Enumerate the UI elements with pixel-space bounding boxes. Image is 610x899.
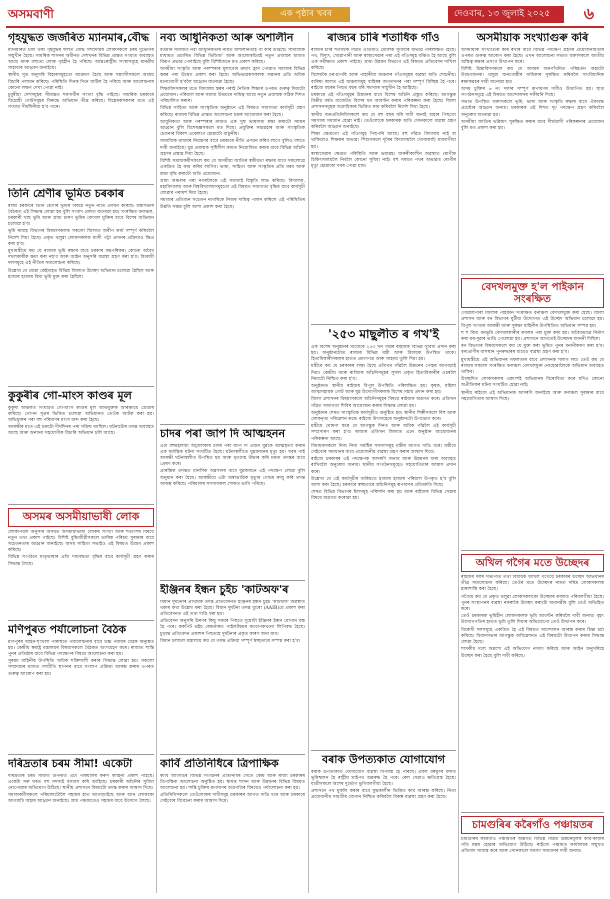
story-body: বিমান দুৰ্ঘটনাৰ প্ৰাথমিক তদন্ত প্ৰতিবেদনত ইঞ্জিনৰ ইন্ধন চুইচ 'কাটঅফ' অৱস্থাত থকাৰ কথা উল্লেখ কৰা হৈছে। বিমান দুৰ্ঘটনা তদন্ত ব্যুৰো (AAIB)য়ে প্ৰকাশ কৰা প্ৰতিবেদনত এই তথ্য দাঙি ধৰা হয়। প্ৰতিবেদন অনুসৰি উৰণৰ কিছু সময়ৰ পিছতে দুয়োটা ইঞ্জিনৰ ইন্ধন যোগান বন্ধ হৈ পৰে। ককপিট ভইচ ৰেকৰ্ডাৰত পাইলটদ্বয়ৰ কথোপকথনো লিপিবদ্ধ হৈছে। চুড়ান্ত প্ৰতিবেদন প্ৰকাশৰ পিছতহে দুৰ্ঘটনাৰ প্ৰকৃত কাৰণ জনা যাব। বিমান চলাচল মন্ত্ৰালয়ে কয় যে তদন্ত প্ৰক্ৰিয়া সম্পূৰ্ণ স্বচ্ছতাৰে সম্পন্ন কৰা হ'ব। [160,599,305,644]
story-suicide[interactable] [160,428,305,578]
story-barak[interactable] [311,754,456,893]
divider [8,504,154,505]
column-divider [156,32,157,893]
story-body: মণিপুৰৰ আইন-শৃংখলা পৰিস্থিতি পৰ্যালোচনাৰ বাবে উচ্চ পৰ্যায়ৰ বৈঠক অনুষ্ঠিত হয়। কেন্দ্ৰীয় স্বৰাষ্ট্ৰ মন্ত্ৰালয়ৰ বিষয়াসকলে বৈঠকত অংশগ্ৰহণ কৰে। ৰাজ্যত শান্তি পুনৰ প্ৰতিষ্ঠাৰ বাবে বিভিন্ন পদক্ষেপৰ বিষয়ে আলোচনা কৰা হয়। সুৰক্ষা বাহিনীৰ উপস্থিতি অধিক শক্তিশালী কৰাৰ সিদ্ধান্ত লোৱা হয়। সকলো সম্প্ৰদায়ৰ মাজত সম্প্ৰীতি স্থাপনৰ বাবে সংলাপ প্ৰক্ৰিয়া আৰম্ভ কৰাৰ ওপৰত গুৰুত্ব আৰোপ কৰা হয়। [8,639,154,677]
headline: গৃহযুদ্ধত জৰ্জৰিত ম্যানমাৰ,বৌদ্ধ [8,32,150,44]
column-2 [160,32,305,893]
story-paikan[interactable] [461,278,604,548]
story-body: কাৰ্বি আংলঙৰ বিভিন্ন সংগঠনৰ প্ৰতিনিধিৰ সৈতে কেন্দ্ৰ আৰু ৰাজ্য চৰকাৰৰ ত্ৰিপাক্ষিক আলোচনা অনুষ্ঠিত হয়। স্বায়ত্ত শাসন আৰু উন্নয়নৰ বিভিন্ন বিষয়ত আলোচনা হয়। শান্তি চুক্তিৰ ৰূপায়ণৰ অগ্ৰগতিৰ বিষয়েও পৰ্যালোচনা কৰা হয়। প্ৰতিনিধিসকলে তেওঁলোকৰ দাবীসমূহ চৰকাৰৰ আগত দাঙি ধৰে আৰু চৰকাৰে সেইবোৰ বিবেচনা কৰাৰ আশ্বাস দিয়ে। [160,773,305,805]
divider [8,620,154,621]
headline: অখিল গগৈৰ মতে উচ্ছেদৰ [475,557,590,569]
headline-box [461,816,604,834]
headline: ইঞ্জিনৰ ইন্ধন চুইচ 'কাটঅফ'ৰ [160,584,289,596]
story-253[interactable] [311,328,456,748]
divider [8,386,154,387]
divider [461,812,604,813]
story-body: বৰ্তমান সমাজত নব্য আধুনিকতাৰ নামত অশালীনতাই গা কৰি উঠিছে। সামাজিক মাধ্যমত প্ৰচাৰিত বিভিন্ন ভিডিঅ' আৰু আলোকচিত্ৰই নতুন প্ৰজন্মৰ মাজত বিৰূপ প্ৰভাৱ পেলাইছে বুলি বিশিষ্টজনে মত প্ৰকাশ কৰিছে। অসমীয়া সংস্কৃতি আৰু পৰম্পৰাৰ মূল্যবোধ ক্ৰমাৎ হ্ৰাস পোৱাত সমাজৰ বিভিন্ন স্তৰৰ পৰা উদ্বেগ প্ৰকাশ কৰা হৈছে। অভিভাৱকসকলক সন্তানৰ প্ৰতি অধিক মনোযোগী হ'বলৈ আহ্বান জনোৱা হৈছে। শিক্ষাবিদসকলৰ মতে বিদ্যালয় স্তৰৰ পৰাই নৈতিক শিক্ষাৰ ওপৰত গুৰুত্ব দিয়াটো প্ৰয়োজন। পৰিয়াল আৰু সমাজ উভয়ৰে দায়িত্ব আছে নতুন প্ৰজন্মক সঠিক দিশত পৰিচালিত কৰাৰ। বিভিন্ন সাহিত্য আৰু সাংস্কৃতিক অনুষ্ঠানে এই বিষয়ত সজাগতা কাৰ্যসূচী গ্ৰহণ কৰিছে। ৰাজ্যৰ বিভিন্ন প্ৰান্তত আলোচনা চক্ৰৰ আয়োজন কৰা হৈছে। আধুনিকতা আৰু পৰম্পৰাৰ মাজত এক সুস্থ ভাৰসাম্য ৰক্ষা কৰাটো সময়ৰ আহ্বান বুলি বিশেষজ্ঞসকলে মত দিছে। প্ৰযুক্তিৰ সদ্ব্যৱহাৰ আৰু সাংস্কৃতিক চেতনাৰ বিকাশ একেলগে হোৱাটো বাঞ্ছনীয়। সামাজিক মাধ্যমৰ নিয়ন্ত্ৰণৰ বাবে চৰকাৰে নীতি প্ৰণয়ন কৰিব লাগে বুলিও বহুতে দাবী জনাইছে। যুৱ প্ৰজন্মক সৃষ্টিশীল কামত নিয়োজিত কৰাৰ বাবে বিভিন্ন আঁচনি গ্ৰহণৰ প্ৰস্তাৱ দিয়া হৈছে। বিশিষ্ট সমাজকৰ্মীসকলে কয় যে অসমীয়া জাতিৰ স্বকীয়তা ৰক্ষাৰ বাবে সকলোৱে একত্ৰিত হৈ কাম কৰিব লাগিব। ভাষা, সাহিত্য আৰু সংস্কৃতিৰ প্ৰতি মৰম আৰু শ্ৰদ্ধা বৃদ্ধি কৰাটো অতি প্ৰয়োজন। গ্ৰাম্য অঞ্চলৰ পৰা নগৰলৈকে এই সমস্যাই বিস্তৃতি লাভ কৰিছে। বিদ্যালয়, মহাবিদ্যালয় আৰু বিশ্ববিদ্যালয়সমূহতো এই বিষয়ত সজাগতা বৃদ্ধিৰ বাবে কাৰ্যসূচী লোৱাৰ পৰামৰ্শ দিয়া হৈছে। সমাজৰ প্ৰতিজন সচেতন নাগৰিকে নিজৰ দায়িত্ব পালন কৰিলে এই পৰিস্থিতিৰ উন্নতি সম্ভৱ বুলি আশা প্ৰকাশ কৰা হৈছে। [160,47,305,210]
story-karbi[interactable] [160,758,305,893]
story-assamese-speakers[interactable] [8,508,154,618]
divider [160,754,305,755]
headline-box [461,554,604,572]
headline: বেদখলমুক্ত হ'ল পাইকান সংৰক্ষিত [481,281,584,306]
logo-suffix: বাণী [32,7,54,21]
headline-box [461,278,604,308]
headline: নব্য আধুনিকতা আৰু অশালীন [160,32,294,44]
story-manipur[interactable] [8,624,154,752]
page-number: ৬ [574,4,604,24]
headline: দৰিদ্ৰতাৰ চৰম সীমা! একেটা [8,758,133,770]
story-land[interactable] [8,188,154,384]
story-body: লোকপিয়ল অনুসৰি অসমত অসমীয়াভাষী লোকৰ সংখ্যা আৰু শতাংশৰ বিষয়ে নতুন তথ্য প্ৰকাশ পাইছে। বিশিষ্ট বুদ্ধিজীৱীসকলে ভাষিক পৰিচয় সুৰক্ষাৰ বাবে সচেতনতাৰ আহ্বান জনাইছে। অসম সাহিত্য সভাইও এই বিষয়ত উদ্বেগ প্ৰকাশ কৰিছে। বিভিন্ন সংগঠনে মাতৃভাষাৰ প্ৰতি দায়বদ্ধতা বৃদ্ধিৰ বাবে কাৰ্যসূচী গ্ৰহণ কৰাৰ সিদ্ধান্ত লৈছে। [8,529,154,567]
headline: চাদৰ পৰা জাপ দি আত্মহনন [160,428,286,440]
logo-prefix: অসম [8,7,33,21]
header-rule [6,26,604,28]
divider [311,324,456,325]
story-body: ম্যানমাৰত চলি থকা গৃহযুদ্ধৰ ফলত বৌদ্ধ সম্প্ৰদায়ৰ লোকসকলে চৰম দুৰ্ভোগৰ সন্মুখীন হৈছে। সামৰিক শাসনৰ অধীনত দেশখনৰ বিভিন্ন প্ৰান্তত সংঘাত অব্যাহত আছে আৰু বহুতো লোক গৃহহীন হৈ পৰিছে। আন্তঃৰাষ্ট্ৰীয় সংস্থাসমূহে মানৱীয় সাহায্যৰ আহ্বান জনাইছে। স্থানীয় সূত্ৰ অনুসৰি বিহাৰসমূহতো আক্ৰমণ হৈছে আৰু সন্ন্যাসীসকলে আশ্ৰয় বিচাৰি পলায়ন কৰিছে। পৰিস্থিতি দিনক দিনে জটিল হৈ পৰিছে আৰু আলোচনাৰ কোনো লক্ষণ দেখা পোৱা নাই। চুবুৰীয়া দেশসমূহৰ সীমান্তত শৰণাৰ্থীৰ সংখ্যা বৃদ্ধি পাইছে। সামৰিক চৰকাৰে বিদ্ৰোহী গোটসমূহৰ বিৰুদ্ধে অভিযান তীব্ৰ কৰিছে। বিশ্লেষকসকলৰ মতে এই সংঘাত দীৰ্ঘদিনীয়া হ'ব পাৰে। [8,47,154,111]
story-body: কুকুৰী অঞ্চলত সংঘটিত গো-মাংস কাণ্ডৰ মূল অভিযুক্তক আৰক্ষীয়ে গ্ৰেপ্তাৰ কৰিছে। গোপন সূত্ৰৰ ভিত্তিত চলোৱা অভিযানত তেওঁক আটক কৰা হয়। অভিযুক্তৰ পৰা বহু পৰিমাণৰ মাংস জব্দ কৰা হৈছে। আৰক্ষীৰ মতে এই চক্ৰটো দীৰ্ঘদিনৰ পৰা সক্ৰিয় আছিল। ঘটনাটোৰ তদন্ত অব্যাহত আছে আৰু অন্যান্য সহযোগীক বিচাৰি অভিযান চলি আছে। [8,405,154,437]
headline: তিনি শ্ৰেণীৰ ভূমিত চৰকাৰ [8,188,124,200]
story-body: অসমীয়াক সংখ্যাগুৰু কৰি ৰখাৰ বাবে বিভিন্ন পদক্ষেপ গ্ৰহণৰ প্ৰয়োজনীয়তাৰ ওপৰত গুৰুত্ব আৰোপ কৰা হৈছে। এখন আলোচনা সভাত বক্তাসকলে জাতীয় অস্তিত্ব ৰক্ষাৰ প্ৰসংগ উত্থাপন কৰে। বিশিষ্ট চিন্তাবিদসকলে কয় যে অসমৰ জনগাঁথনিত পৰিৱৰ্তন অহাটো উদ্বেগজনক। থলুৱা জনগোষ্ঠীৰ অধিকাৰ সুৰক্ষিত কৰিবলৈ সাংবিধানিক ৰক্ষাকৱচৰ দাবী জনোৱা হয়। অসম চুক্তিৰ ৬ নং দফাৰ সম্পূৰ্ণ ৰূপায়ণৰ দাবীও উত্থাপিত হয়। ছাত্ৰ সংগঠনসমূহে এই বিষয়ত আন্দোলনৰ সকীয়নি দিছে। সভাত উপস্থিত বক্তাসকলে ভূমি, ভাষা আৰু সংস্কৃতি ৰক্ষাৰ বাবে ঐক্যবদ্ধ প্ৰচেষ্টাৰ আহ্বান জনায়। চৰকাৰক এই দিশত দৃঢ় পদক্ষেপ গ্ৰহণ কৰিবলৈ অনুৰোধ জনোৱা হয়। অসমীয়া জাতিৰ ভৱিষ্যৎ সুৰক্ষিত কৰাৰ বাবে দীৰ্ঘম্যাদী পৰিকল্পনাৰ প্ৰয়োজন বুলি মত প্ৰকাশ কৰা হয়। [461,47,604,132]
story-body: ৰাজ্যৰ চাৰি শতাধিক গাঁৱত এতিয়াও মৌলিক সুবিধাৰ অভাৱ পৰিলক্ষিত হৈছে। পথ, বিদ্যুৎ, খোৱাপানী আৰু স্বাস্থ্যসেৱাৰ পৰা এই গাঁওসমূহ বঞ্চিত হৈ আছে বুলি এক সমীক্ষাত প্ৰকাশ পাইছে। গ্ৰাম্য উন্নয়ন বিভাগে এই বিষয়ত প্ৰতিবেদন দাখিল কৰিছে। বিশেষকৈ চৰ-চাপৰি আৰু পাহাৰীয়া অঞ্চলৰ গাঁওসমূহৰ অৱস্থা অতি শোচনীয়। বাৰিষা কালত এই অঞ্চলসমূহ বাহিৰৰ জগতখনৰ পৰা সম্পূৰ্ণ বিচ্ছিন্ন হৈ পৰে। ৰাইজে বছৰৰ পিছত বছৰ ধৰি সমস্যাৰ সন্মুখীন হৈ আহিছে। চৰকাৰে এই গাঁওসমূহৰ উন্নয়নৰ বাবে বিশেষ আঁচনি প্ৰস্তুত কৰিছে। আগন্তুক বিত্তীয় বৰ্ষত বাজেটত বিশেষ ধন আবণ্টন কৰাৰ পৰিকল্পনা কৰা হৈছে। জিলা প্ৰশাসনসমূহক অগ্ৰাধিকাৰ ভিত্তিত কাম কৰিবলৈ নিৰ্দেশ দিয়া হৈছে। স্থানীয় জনপ্ৰতিনিধিসকলে কয় যে বহু বছৰ ধৰি দাবী জনাই অহাৰ পিছতো সমস্যাৰ সমাধান হোৱা নাই। তেওঁলোকে চৰকাৰক অতি সোনকালে ব্যৱস্থা গ্ৰহণ কৰিবলৈ আহ্বান জনাইছে। শিক্ষা ক্ষেত্ৰতো এই গাঁওসমূহ পিছপৰি আছে। বহু গাঁৱত বিদ্যালয় নাই বা থাকিলেও শিক্ষকৰ অভাৱ। শিশুসকলে দূৰৈৰ বিদ্যালয়লৈ খোজকাঢ়ি যাবলগীয়া হয়। স্বাস্থ্যসেৱাৰ ক্ষেত্ৰত পৰিস্থিতি আৰু ভয়াৱহ। জৰুৰীকালীন অৱস্থাত ৰোগীক চিকিৎসালয়লৈ নিবলৈ কোনো সুবিধা নাই। বহু সময়ত পথৰ অভাৱত ৰোগীৰ মৃত্যু হোৱাৰো খবৰ পোৱা যায়। [311,47,456,170]
column-divider [458,32,459,893]
story-myanmar[interactable] [8,32,154,182]
story-body: দৰিদ্ৰতাৰ চৰম সীমাত উপনীত এটা পৰিয়ালৰ কৰুণ কাহিনী প্ৰকাশ পাইছে। একেটা সৰু ঘৰত বহু সদস্যই বসবাস কৰি আহিছে। চৰকাৰী আঁচনিৰ সুবিধা নোপোৱাৰ অভিযোগ উঠিছে। স্থানীয় প্ৰশাসনে বিষয়টো তদন্ত কৰাৰ আশ্বাস দিছে। সমাজকৰ্মীসকলে পৰিয়ালটোলৈ সহায়ৰ হাত আগবঢ়াইছে আৰু আন লোককো আগবাঢ়ি অহাৰ আহ্বান জনাইছে। গ্ৰাম পঞ্চায়তেও সহায়ৰ বাবে উদ্যোগ লৈছে। [8,773,154,805]
story-akhil[interactable] [461,554,604,810]
story-poverty[interactable] [8,758,154,893]
story-body: এক বিশেষ অনুষ্ঠানৰ মাজেৰে ২৫৩ খন গাঁৱৰ ৰাইজক বিভিন্ন সুবিধা প্ৰদান কৰা হয়। অনুষ্ঠানটোত ৰাজ্যৰ বিভিন্ন মন্ত্ৰী আৰু বিধায়ক উপস্থিত থাকে। হিতাধিকাৰীসকলৰ হাতত প্ৰমাণপত্ৰ আৰু সাহায্য তুলি দিয়া হয়। মন্ত্ৰীয়ে কয় যে চৰকাৰৰ লক্ষ্য হৈছে প্ৰতিখন গাঁৱলৈ উন্নয়নৰ পোহৰ আগবঢ়াই দিয়া। কেন্দ্ৰীয় আৰু ৰাজ্যিক আঁচনিসমূহৰ সুফল প্ৰকৃত হিতাধিকাৰীৰ ওচৰলৈ নিয়াটো নিশ্চিত কৰা হ'ব। অনুষ্ঠানত স্থানীয় ৰাইজৰ বিপুল উপস্থিতি পৰিলক্ষিত হয়। কৃষক, মহিলা আত্মসহায়ক গোট আৰু যুৱ উদ্যোগীসকলক বিশেষ সহায় প্ৰদান কৰা হয়। জিলা প্ৰশাসনৰ বিষয়াসকলে আঁচনিসমূহৰ বিষয়ে ৰাইজক অৱগত কৰে। প্ৰতিখন গাঁৱত সজাগতা শিবিৰ আয়োজন কৰাৰ সিদ্ধান্ত লোৱা হয়। অনুষ্ঠানৰ শেষত সাংস্কৃতিক কাৰ্যসূচীও অনুষ্ঠিত হয়। স্থানীয় শিল্পীসকলে বিহু আৰু লোকনৃত্য পৰিৱেশন কৰে। ৰাইজে উৎসাহেৰে অনুষ্ঠানটো উপভোগ কৰে। মন্ত্ৰীয়ে ঘোষণা কৰে যে আগন্তুক দিনত আৰু অধিক গাঁৱলৈ এই কাৰ্যসূচী সম্প্ৰসাৰণ কৰা হ'ব। ৰাজ্যৰ প্ৰতিখন জিলাত এনে অনুষ্ঠান আয়োজনৰ পৰিকল্পনা আছে। বিধায়কসকলে নিজ নিজ সমষ্টিৰ সমস্যাসমূহ মন্ত্ৰীৰ আগত দাঙি ধৰে। মন্ত্ৰীয়ে সেইবোৰ সমাধানৰ বাবে প্ৰয়োজনীয় ব্যৱস্থা গ্ৰহণ কৰাৰ আশ্বাস দিয়ে। ৰাইজে চৰকাৰৰ এই পদক্ষেপক আদৰণি জনায় আৰু উন্নয়নৰ ধাৰা অব্যাহত ৰাখিবলৈ অনুৰোধ জনায়। স্থানীয় সংগঠনসমূহেও সহযোগিতাৰ আশ্বাস প্ৰদান কৰে। উল্লেখ্য যে এই কাৰ্যসূচীৰ জৰিয়তে হাজাৰ হাজাৰ পৰিয়াল উপকৃত হ'ব বুলি আশা কৰা হৈছে। চৰকাৰে স্বচ্ছতাৰে আঁচনিসমূহ ৰূপায়ণৰ প্ৰতিশ্ৰুতি দিছে। শেষত বিভিন্ন বিভাগৰ ষ্টলসমূহ পৰিদৰ্শন কৰা হয় আৰু ৰাইজক বিভিন্ন সেৱাৰ বিষয়ে অৱগত কৰোৱা হয়। [311,344,456,502]
story-chamaguri[interactable] [461,816,604,893]
headline: '২৫৩ মাছুলীত ৰ গখ'ই [328,328,439,341]
story-body: গোৱালপাৰা জিলাৰ পাইকান সংৰক্ষিত বনাঞ্চল বেদখলমুক্ত কৰা হৈছে। জিলা প্ৰশাসন আৰু বন বিভাগৰ যুটীয়া উদ্যোগত এই উচ্ছেদ অভিযান চলোৱা হয়। বিপুল সংখ্যক আৰক্ষী আৰু সুৰক্ষা বাহিনীৰ উপস্থিতিত অভিযান সম্পন্ন হয়। শ শ বিঘা বনভূমি বেদখলকাৰীৰ কবলৰ পৰা মুক্ত কৰা হয়। অবৈধভাৱে নিৰ্মাণ কৰা ঘৰ-দুৱাৰ ভাঙি পেলোৱা হয়। প্ৰশাসনে আগতেই উচ্ছেদৰ জাননী দিছিল। বন বিভাগৰ বিষয়াসকলে কয় যে মুক্ত কৰা ভূমিত পুনৰ বনানীকৰণ কৰা হ'ব। বন্যপ্ৰাণীৰ বাসস্থান পুনৰুদ্ধাৰৰ বাবেও ব্যৱস্থা গ্ৰহণ কৰা হ'ব। মুখ্যমন্ত্ৰীয়ে এই অভিযানৰ সফলতাৰ বাবে প্ৰশাসনক শলাগ লয়। তেওঁ কয় যে ৰাজ্যৰ সকলো সংৰক্ষিত বনাঞ্চল বেদখলমুক্ত নোহোৱালৈকে অভিযান অব্যাহত থাকিব। উচ্ছেদিত লোকসকলৰ একাংশই অভিযানৰ বিৰোধিতা কৰে যদিও কোনো অপ্ৰীতিকৰ ঘটনা সংঘটিত হোৱা নাই। স্থানীয় ৰাইজে এই অভিযানক আদৰণি জনাইছে আৰু বনাঞ্চল সুৰক্ষাৰ বাবে সহযোগিতাৰ আশ্বাস দিছে। [461,311,604,402]
newspaper-logo[interactable] [8,6,54,22]
story-body: চামগুৰিৰ কৰৈগাঁও পঞ্চায়তৰ অন্তৰ্গত বিভিন্ন গাঁৱত উন্নয়নমূলক কাম-কাজৰ গতি মন্থৰ হোৱাৰ অভিযোগ উঠিছে। ৰাইজে পঞ্চায়ত কাৰ্যালয়ৰ সন্মুখত প্ৰতিবাদ সাব্যস্ত কৰে আৰু সোনকালে সমস্যা সমাধানৰ দাবী জনায়। [461,837,604,855]
divider [160,424,305,425]
divider [461,550,604,551]
headline: অসমৰ অসমীয়াভাষী লোক [22,510,140,523]
headline: কাৰ্বি প্ৰতিনিধিৰে ত্ৰিপাক্ষিক [160,758,279,770]
story-modernity[interactable] [160,32,305,422]
masthead [0,0,610,28]
story-body: ৰাজ্য চৰকাৰে তিনি শ্ৰেণীৰ ভূমিৰ বিষয়ে নতুন নীতি প্ৰণয়ন কৰিছে। মন্ত্ৰীসভাৰ বৈঠকত এই সিদ্ধান্ত লোৱা হয় বুলি সংবাদ মেলত জনোৱা হয়। সংৰক্ষিত বনাঞ্চল, চৰকাৰী খাছ ভূমি আৰু গ্ৰাম্য চাৰণ ভূমিৰ বেদখল মুক্তিৰ বাবে বিশেষ অভিযান চলোৱা হ'ব। ভূমি ৰাজহ বিভাগৰ বিষয়াসকলক সকলো জিলাত জৰীপ কাৰ্য সম্পূৰ্ণ কৰিবলৈ নিৰ্দেশ দিয়া হৈছে। প্ৰকৃত থলুৱা লোকসকলক ম্যাদী পট্টা প্ৰদানৰ প্ৰক্ৰিয়াও ক্ষিপ্ৰ কৰা হ'ব। মুখ্যমন্ত্ৰীয়ে কয় যে ৰাজ্যৰ ভূমি ৰক্ষাৰ বাবে চৰকাৰ বদ্ধপৰিকৰ। কোনো অবৈধ দখলকাৰীক ক্ষমা কৰা নহ'ব আৰু আইন অনুসৰি ব্যৱস্থা গ্ৰহণ কৰা হ'ব। বিৰোধী দলসমূহে এই নীতিৰ সমালোচনা কৰিছে। উল্লেখ্য যে যোৱা কেইমাহত বিভিন্ন জিলাত উচ্ছেদ অভিযান চলোৱা হৈছিল আৰু হাজাৰ হাজাৰ বিঘা ভূমি মুক্ত কৰা হৈছিল। [8,203,154,280]
headline-box [8,508,154,527]
column-4 [461,32,604,893]
story-majority[interactable] [461,32,604,272]
story-fuel-switch[interactable] [160,584,305,752]
headline: কুকুৰীৰ গো-মাংস কাণ্ডৰ মূল [8,390,132,402]
date-bar: দেওবাৰ, ১৩ জুলাই ২০২৫ [448,6,564,23]
column-divider [308,32,309,893]
divider [8,184,154,185]
headline: অসমীয়াক সংখ্যাগুৰু কৰি [476,32,589,44]
story-body: ৰাইজৰ দলৰ সভাপতি তথা বিধায়ক অখিল গগৈয়ে চৰকাৰৰ উচ্ছেদ অভিযানৰ তীব্ৰ সমালোচনা কৰিছে। তেওঁৰ মতে উচ্ছেদৰ নামত দৰিদ্ৰ লোকসকলক হাৰাশাস্তি কৰা হৈছে। গগৈয়ে কয় যে প্ৰকৃত থলুৱা লোকসকলকো উচ্ছেদৰ কবলত পৰিবলগীয়া হৈছে। পুনৰ সংস্থাপনৰ ব্যৱস্থা নকৰাকৈ উচ্ছেদ কৰাটো অমানৱীয় বুলি তেওঁ অভিহিত কৰে। তেওঁ চৰকাৰক ভূমিহীন লোকসকলক ভূমি আবণ্টন কৰিবলৈ দাবী জনায়। বৃহৎ উদ্যোগপতিৰ হাতত ভূমি তুলি দিয়াৰ অভিযোগো তেওঁ উত্থাপন কৰে। বিৰোধী দলসমূহে একত্ৰিত হৈ এই বিষয়ত আন্দোলন আৰম্ভ কৰাৰ চিন্তা চৰ্চা কৰিছে। বিধানসভাৰ আগন্তুক অধিৱেশনত এই বিষয়টো উত্থাপন কৰাৰ সিদ্ধান্ত লোৱা হৈছে। শাসকীয় দলে অৱশ্যে এই অভিযোগ নস্যাৎ কৰিছে আৰু আইন অনুসৰিহে উচ্ছেদ কৰা হৈছে বুলি দাবী কৰিছে। [461,575,604,659]
story-body: এটা বহুমহলীয়া অট্টালিকাৰ চাদৰ পৰা জাপ দি এজন যুৱকে আত্মহত্যা কৰাৰ এক মৰ্মান্তিক ঘটনা সংঘটিত হৈছে। ঘটনাস্থলীতে যুৱকজনৰ মৃত্যু হয়। খবৰ পাই আৰক্ষী ঘটনাস্থলীত উপস্থিত হয় আৰু মৃতদেহ উদ্ধাৰ কৰি ময়না তদন্তৰ বাবে প্ৰেৰণ কৰে। প্ৰাৰম্ভিক তদন্তত মানসিক অৱসাদৰ বাবে যুৱকজনে এই পদক্ষেপ লোৱা বুলি অনুমান কৰা হৈছে। আৰক্ষীয়ে এটা অস্বাভাৱিক মৃত্যুৰ গোচৰ ৰুজু কৰি তদন্ত আৰম্ভ কৰিছে। পৰিয়ালৰ সদস্যসকল শোকত ভাগি পৰিছে। [160,443,305,487]
column-3 [311,32,456,893]
headline: বৰাক উপত্যকাত যোগাযোগ [321,754,446,766]
column-1 [8,32,154,893]
divider [461,274,604,275]
section-tag: এক পৃষ্ঠাৰ খবৰ [262,7,350,22]
story-body: বৰাক উপত্যকাত যোগাযোগ ব্যৱস্থা বিপৰ্যস্ত হৈ পৰিছে। প্ৰবল বৰষুণৰ ফলত ভূমিস্খলন হৈ ৰাষ্ট্ৰীয় ঘাইপথ অৱৰুদ্ধ হৈ পৰে। ৰেল সেৱাও ক্ষতিগ্ৰস্ত হৈছে। যাত্ৰীসকলে অশেষ দুৰ্ভোগ ভুগিবলগীয়া হৈছে। প্ৰশাসনে পথ মুকলি কৰাৰ বাবে যুদ্ধকালীন ভিত্তিত কাম আৰম্ভ কৰিছে। নিত্য প্ৰয়োজনীয় সামগ্ৰীৰ যোগান নিশ্চিত কৰিবলৈ বিকল্প ব্যৱস্থা গ্ৰহণ কৰা হৈছে। [311,769,456,801]
divider [160,580,305,581]
headline: ৰাজ্যৰ চাৰি শতাধিক গাঁও [327,32,440,44]
story-beef[interactable] [8,390,154,502]
divider [311,750,456,751]
headline: মণিপুৰত পৰ্যালোচনা বৈঠক [8,624,127,636]
divider [8,754,154,755]
story-villages[interactable] [311,32,456,322]
headline: চামগুৰিৰ কৰৈগাঁও পঞ্চায়তৰ [472,819,593,831]
